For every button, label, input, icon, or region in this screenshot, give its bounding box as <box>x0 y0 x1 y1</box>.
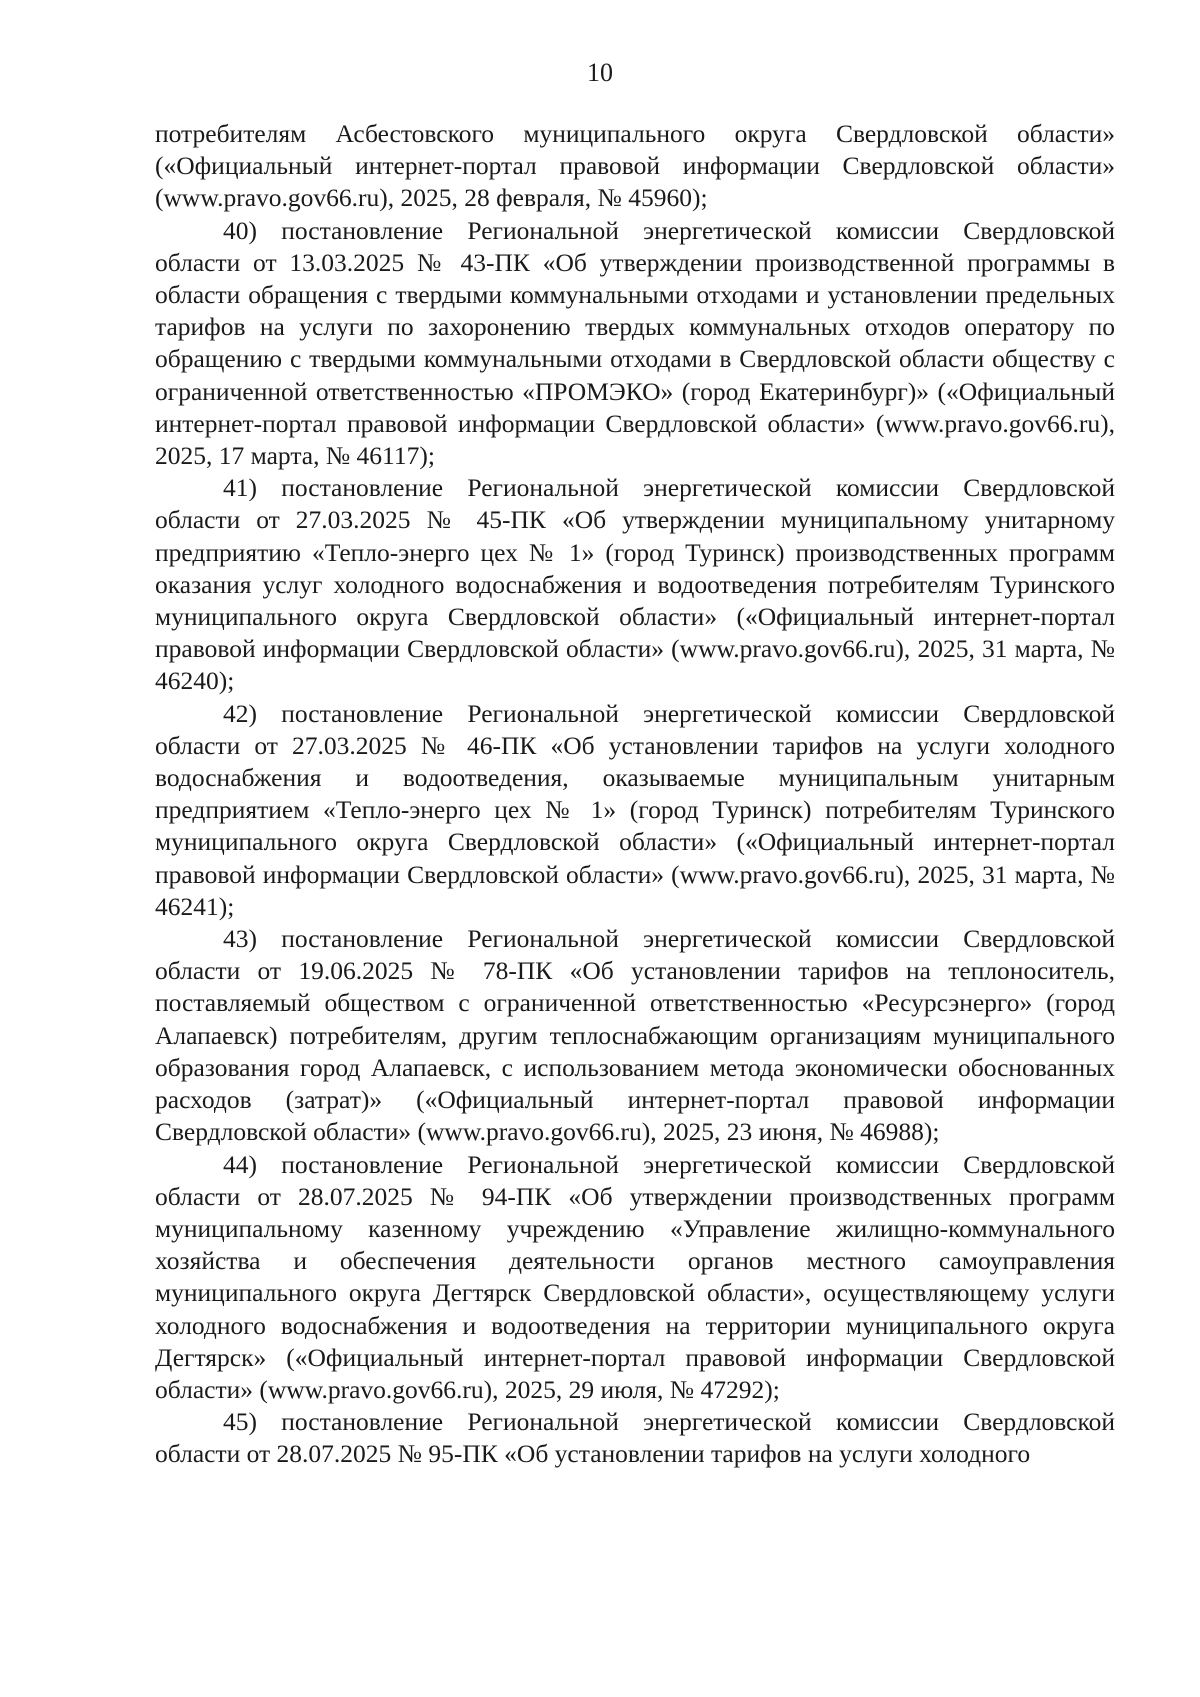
list-item-41: 41) постановление Региональной энергетической комиссии Свердловской области от 27.03.2025 № 45-ПК «Об утверждении муниципальному унитарному предприятию «Тепло-энерго цех № 1» (город Туринск) производственных программ оказания услуг холодного водоснабжения и водоотведения потребителям Туринского муниципального округа Свердловской области» («Официальный интернет-портал правовой информации Свердловской области» (www.pravo.gov66.ru), 2025, 31 марта, № 46240); <box>155 473 1115 696</box>
list-item-40: 40) постановление Региональной энергетической комиссии Свердловской области от 13.03.2025 № 43-ПК «Об утверждении производственной программы в области обращения с твердыми коммунальными отходами и установлении предельных тарифов на услуги по захоронению твердых коммунальных отходов оператору по обращению с твердыми коммунальными отходами в Свердловской области обществу с ограниченной ответственностью «ПРОМЭКО» (город Екатеринбург)» («Официальный интернет-портал правовой информации Свердловской области» (www.pravo.gov66.ru), 2025, 17 марта, № 46117); <box>155 215 1115 471</box>
list-item-45: 45) постановление Региональной энергетической комиссии Свердловской области от 28.07.2025 № 95-ПК «Об установлении тарифов на услуги холодного <box>155 1407 1115 1469</box>
paragraph-continuation: потребителям Асбестовского муниципального округа Свердловской области» («Официальный интернет-портал правовой информации Свердловской области» (www.pravo.gov66.ru), 2025, 28 февраля, № 45960); <box>155 119 1115 213</box>
document-body <box>155 118 1115 1471</box>
list-item-44: 44) постановление Региональной энергетической комиссии Свердловской области от 28.07.2025 № 94-ПК «Об утверждении производственных программ муниципальному казенному учреждению «Управление жилищно-коммунального хозяйства и обеспечения деятельности органов местного самоуправления муниципального округа Дегтярск Свердловской области», осуществляющему услуги холодного водоснабжения и водоотведения на территории муниципального округа Дегтярск» («Официальный интернет-портал правовой информации Свердловской области» (www.pravo.gov66.ru), 2025, 29 июля, № 47292); <box>155 1149 1115 1404</box>
list-item-43: 43) постановление Региональной энергетической комиссии Свердловской области от 19.06.2025 № 78-ПК «Об установлении тарифов на теплоноситель, поставляемый обществом с ограниченной ответственностью «Ресурсэнерго» (город Алапаевск) потребителям, другим теплоснабжающим организациям муниципального образования город Алапаевск, с использованием метода экономически обоснованных расходов (затрат)» («Официальный интернет-портал правовой информации Свердловской области» (www.pravo.gov66.ru), 2025, 23 июня, № 46988); <box>155 924 1115 1147</box>
list-item-42: 42) постановление Региональной энергетической комиссии Свердловской области от 27.03.2025 № 46-ПК «Об установлении тарифов на услуги холодного водоснабжения и водоотведения, оказываемые муниципальным унитарным предприятием «Тепло-энерго цех № 1» (город Туринск) потребителям Туринского муниципального округа Свердловской области» («Официальный интернет-портал правовой информации Свердловской области» (www.pravo.gov66.ru), 2025, 31 марта, № 46241); <box>155 698 1115 921</box>
page-number: 10 <box>587 58 613 87</box>
